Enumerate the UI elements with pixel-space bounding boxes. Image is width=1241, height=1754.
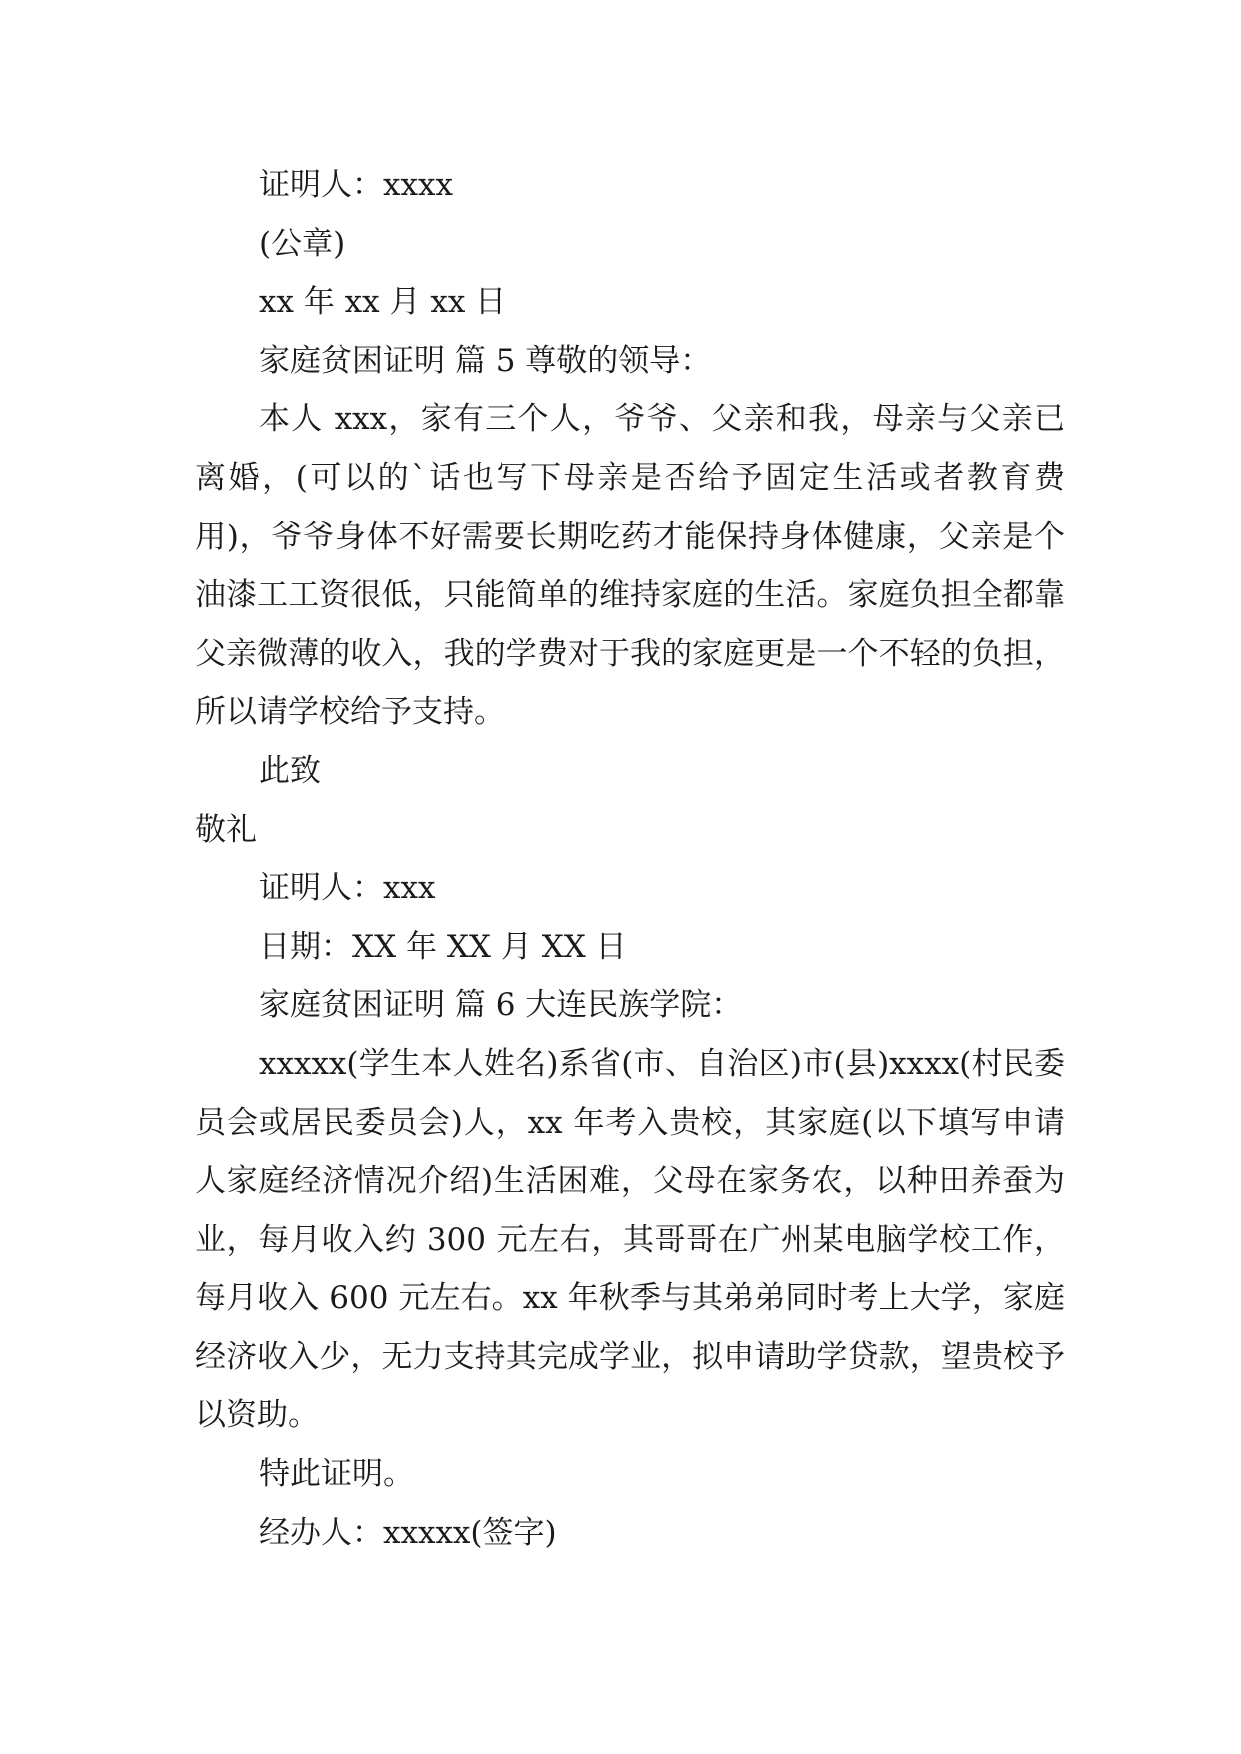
certification-line: 特此证明。 — [259, 1456, 414, 1493]
body-paragraph: 本人 xxx，家有三个人，爷爷、父亲和我，母亲与父亲已离婚，(可以的`话也写下母亲是否给予固定生活或者教育费用)，爷爷身体不好需要长期吃药才能保持身体健康，父亲是个油漆工工资很低，只能简单的维持家庭的生活。家庭负担全都靠父亲微薄的收入，我的学费对于我的家庭更是一个不轻的负担，所以请学校给予支持。 — [195, 401, 1065, 731]
date-line: xx 年 xx 月 xx 日 — [259, 284, 507, 321]
closing-salutation: 此致 — [259, 752, 321, 789]
body-paragraph: xxxxx(学生本人姓名)系省(市、自治区)市(县)xxxx(村民委员会或居民委员会)人，xx 年考入贵校，其家庭(以下填写申请人家庭经济情况介绍)生活困难，父母在家务农，以种田养蚕为业，每月收入约 300 元左右，其哥哥在广州某电脑学校工作，每月收入 600 元左右。xx 年秋季与其弟弟同时考上大学，家庭经济收入少，无力支持其完成学业，拟申请助学贷款，望贵校予以资助。 — [195, 1045, 1065, 1434]
section-heading: 家庭贫困证明 篇 6 大连民族学院： — [259, 987, 743, 1024]
witness-line: 证明人：xxxx — [259, 167, 453, 203]
document-body — [195, 156, 1065, 1562]
handler-signature-line: 经办人：xxxxx(签字) — [259, 1514, 557, 1551]
date-line: 日期：XX 年 XX 月 XX 日 — [259, 928, 627, 965]
section-heading: 家庭贫困证明 篇 5 尊敬的领导： — [259, 342, 712, 379]
seal-line: (公章) — [259, 225, 346, 262]
witness-line: 证明人：xxx — [259, 870, 436, 907]
closing-regards: 敬礼 — [195, 811, 257, 848]
